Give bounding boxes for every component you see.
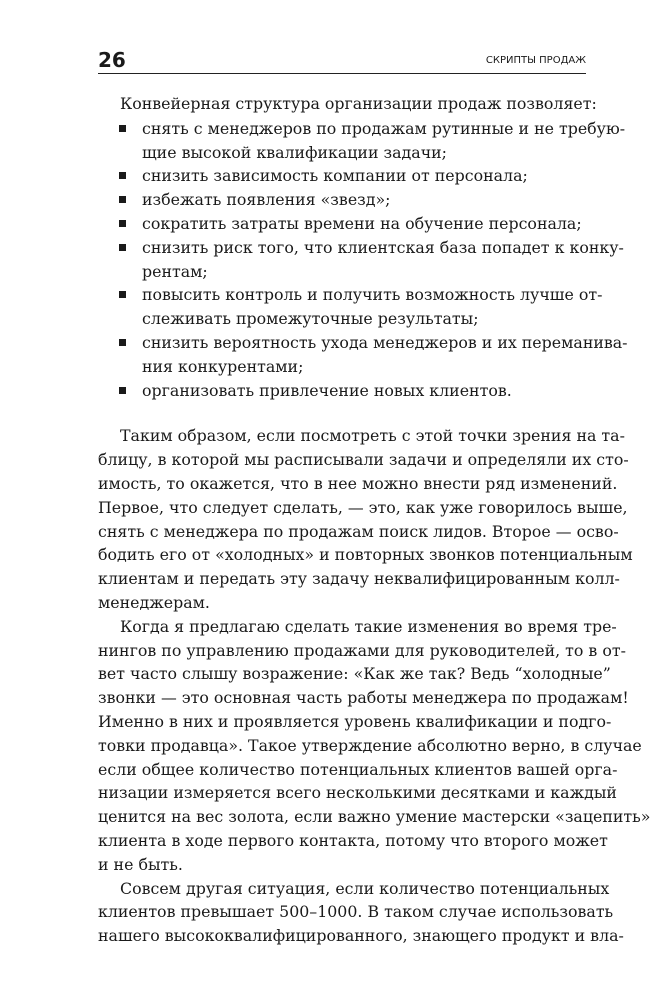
body-text (98, 92, 651, 948)
bullet-line: снять с менеджеров по продажам рутинные и не требую- (142, 118, 626, 138)
intro-line: Конвейерная структура организации продаж позволяет: (120, 94, 597, 113)
paragraph-line: низации измеряется всего несколькими десятками и каждый (98, 783, 617, 803)
bullet-item (98, 331, 628, 379)
bullet-item (98, 188, 586, 212)
bullet-item (98, 283, 603, 331)
bullet-line: избежать появления «звезд»; (142, 190, 391, 210)
paragraph-line: вет часто слышу возражение: «Как же так? Ведь “холодные” (98, 664, 611, 684)
paragraph-line: менеджерам. (98, 592, 210, 612)
bullet-square-icon (119, 220, 126, 227)
paragraph-line: блицу, в которой мы расписывали задачи и определяли их сто- (98, 450, 629, 470)
bullet-line: снизить вероятность ухода менеджеров и их переманива- (142, 332, 628, 352)
bullet-item (98, 117, 626, 165)
paragraph (98, 877, 624, 948)
header-rule (98, 73, 586, 74)
paragraph-line: нашего высококвалифицированного, знающего продукт и вла- (98, 926, 624, 946)
paragraph-line: Первое, что следует сделать, — это, как уже говорилось выше, (98, 497, 628, 517)
bullet-line: щие высокой квалификации задачи; (142, 142, 447, 162)
page-header (98, 48, 586, 74)
bullet-line: рентам; (142, 261, 208, 281)
paragraph-line: ценится на вес золота, если важно умение мастерски «зацепить» (98, 807, 651, 827)
paragraph-line: Когда я предлагаю сделать такие изменения во время тре- (120, 616, 617, 636)
bullet-square-icon (119, 387, 126, 394)
paragraph-line: если общее количество потенциальных клиентов вашей орга- (98, 759, 618, 779)
paragraph-gap (98, 402, 586, 424)
bullet-line: ния конкурентами; (142, 356, 304, 376)
bullet-item (98, 164, 586, 188)
bullet-item (98, 379, 586, 403)
bullet-line: повысить контроль и получить возможность лучше от- (142, 285, 603, 305)
bullet-square-icon (119, 244, 126, 251)
paragraph-line: Именно в них и проявляется уровень квалификации и подго- (98, 711, 612, 731)
paragraph-line: снять с менеджера по продажам поиск лидов. Второе — осво- (98, 521, 619, 541)
bullet-square-icon (119, 196, 126, 203)
paragraph-line: бодить его от «холодных» и повторных звонков потенциальным (98, 545, 633, 565)
bullet-square-icon (119, 172, 126, 179)
paragraph-line: клиентам и передать эту задачу неквалифицированным колл- (98, 569, 620, 589)
bullet-line: слеживать промежуточные результаты; (142, 309, 479, 329)
paragraphs (98, 424, 651, 948)
bullet-line: снизить риск того, что клиентская база попадет к конку- (142, 237, 624, 257)
bullet-line: организовать привлечение новых клиентов. (142, 380, 512, 400)
bullet-item (98, 236, 624, 284)
paragraph-line: и не быть. (98, 854, 183, 874)
page-number: 26 (98, 48, 126, 72)
paragraph-line: нингов по управлению продажами для руководителей, то в от- (98, 640, 626, 660)
bullet-list (98, 117, 628, 403)
paragraph-line: Таким образом, если посмотреть с этой точки зрения на та- (120, 426, 625, 446)
paragraph (98, 615, 651, 877)
bullet-item (98, 212, 586, 236)
bullet-line: сократить затраты времени на обучение персонала; (142, 213, 582, 233)
paragraph-line: звонки — это основная часть работы менеджера по продажам! (98, 688, 629, 708)
paragraph (98, 424, 633, 614)
bullet-line: снизить зависимость компании от персонала; (142, 166, 528, 186)
bullet-square-icon (119, 339, 126, 346)
bullet-square-icon (119, 291, 126, 298)
paragraph-line: клиентов превышает 500–1000. В таком случае использовать (98, 902, 614, 922)
paragraph-line: Совсем другая ситуация, если количество потенциальных (120, 878, 610, 898)
running-head: СКРИПТЫ ПРОДАЖ (485, 55, 586, 66)
paragraph-line: клиента в ходе первого контакта, потому что второго может (98, 830, 608, 850)
bullet-square-icon (119, 125, 126, 132)
paragraph-line: имость, то окажется, что в нее можно внести ряд изменений. (98, 473, 618, 493)
paragraph-line: товки продавца». Такое утверждение абсолютно верно, в случае (98, 735, 642, 755)
